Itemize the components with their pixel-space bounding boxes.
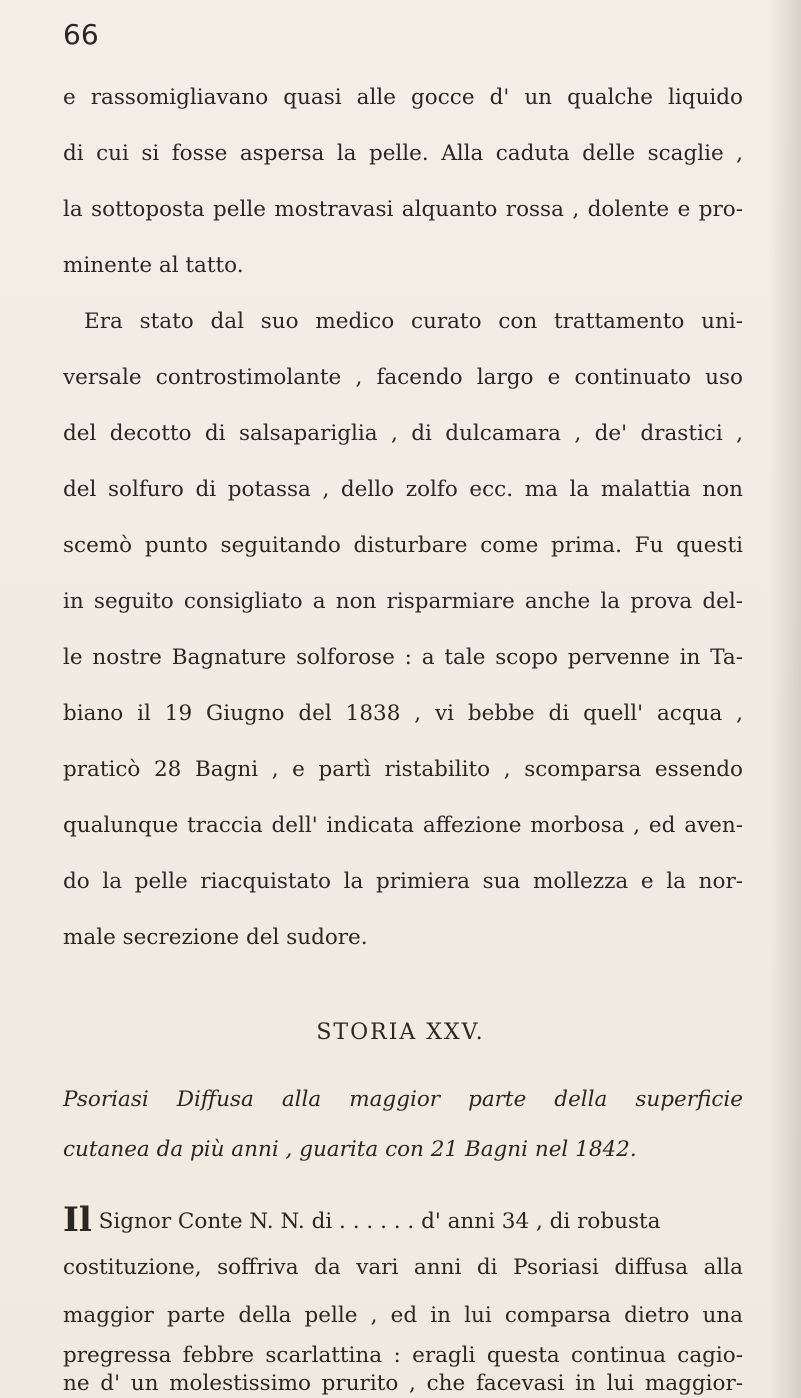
section-subtitle: Psoriasi Diffusa alla maggior parte della superficie: [63, 1087, 743, 1112]
text-line: pregressa febbre scarlattina : eragli questa continua cagio-: [63, 1343, 743, 1368]
page-number: 66: [63, 18, 99, 51]
text-line: in seguito consigliato a non risparmiare anche la prova del-: [63, 589, 743, 614]
text-line: ne d' un molestissimo prurito , che facevasi in lui maggior-: [63, 1371, 743, 1396]
text-line: le nostre Bagnature solforose : a tale scopo pervenne in Ta-: [63, 645, 743, 670]
text-line: do la pelle riacquistato la primiera sua mollezza e la nor-: [63, 869, 743, 894]
text-line: minente al tatto.: [63, 253, 244, 278]
text-line: [63, 1200, 743, 1240]
section-title: STORIA XXV.: [316, 1020, 485, 1045]
text-line: del solfuro di potassa , dello zolfo ecc. ma la malattia non: [63, 477, 743, 502]
first-line-text: Signor Conte N. N. di . . . . . . d' anni 34 , di robusta: [91, 1209, 661, 1234]
text-line: scemò punto seguitando disturbare come prima. Fu questi: [63, 533, 743, 558]
text-line: biano il 19 Giugno del 1838 , vi bebbe di quell' acqua ,: [63, 701, 743, 726]
text-line: di cui si fosse aspersa la pelle. Alla caduta delle scaglie ,: [63, 141, 743, 166]
text-line: male secrezione del sudore.: [63, 925, 368, 950]
section-subtitle: cutanea da più anni , guarita con 21 Bagni nel 1842.: [63, 1137, 637, 1162]
text-line: versale controstimolante , facendo largo e continuato uso: [63, 365, 743, 390]
text-line: Era stato dal suo medico curato con trattamento uni-: [84, 309, 743, 334]
text-line: la sottoposta pelle mostravasi alquanto rossa , dolente e pro-: [63, 197, 743, 222]
text-line: maggior parte della pelle , ed in lui comparsa dietro una: [63, 1303, 743, 1328]
text-line: costituzione, soffriva da vari anni di Psoriasi diffusa alla: [63, 1255, 743, 1280]
text-line: e rassomigliavano quasi alle gocce d' un qualche liquido: [63, 85, 743, 110]
text-line: praticò 28 Bagni , e partì ristabilito , scomparsa essendo: [63, 757, 743, 782]
text-line: del decotto di salsapariglia , di dulcamara , de' drastici ,: [63, 421, 743, 446]
drop-cap: Il: [63, 1200, 92, 1240]
text-line: qualunque traccia dell' indicata affezione morbosa , ed aven-: [63, 813, 743, 838]
